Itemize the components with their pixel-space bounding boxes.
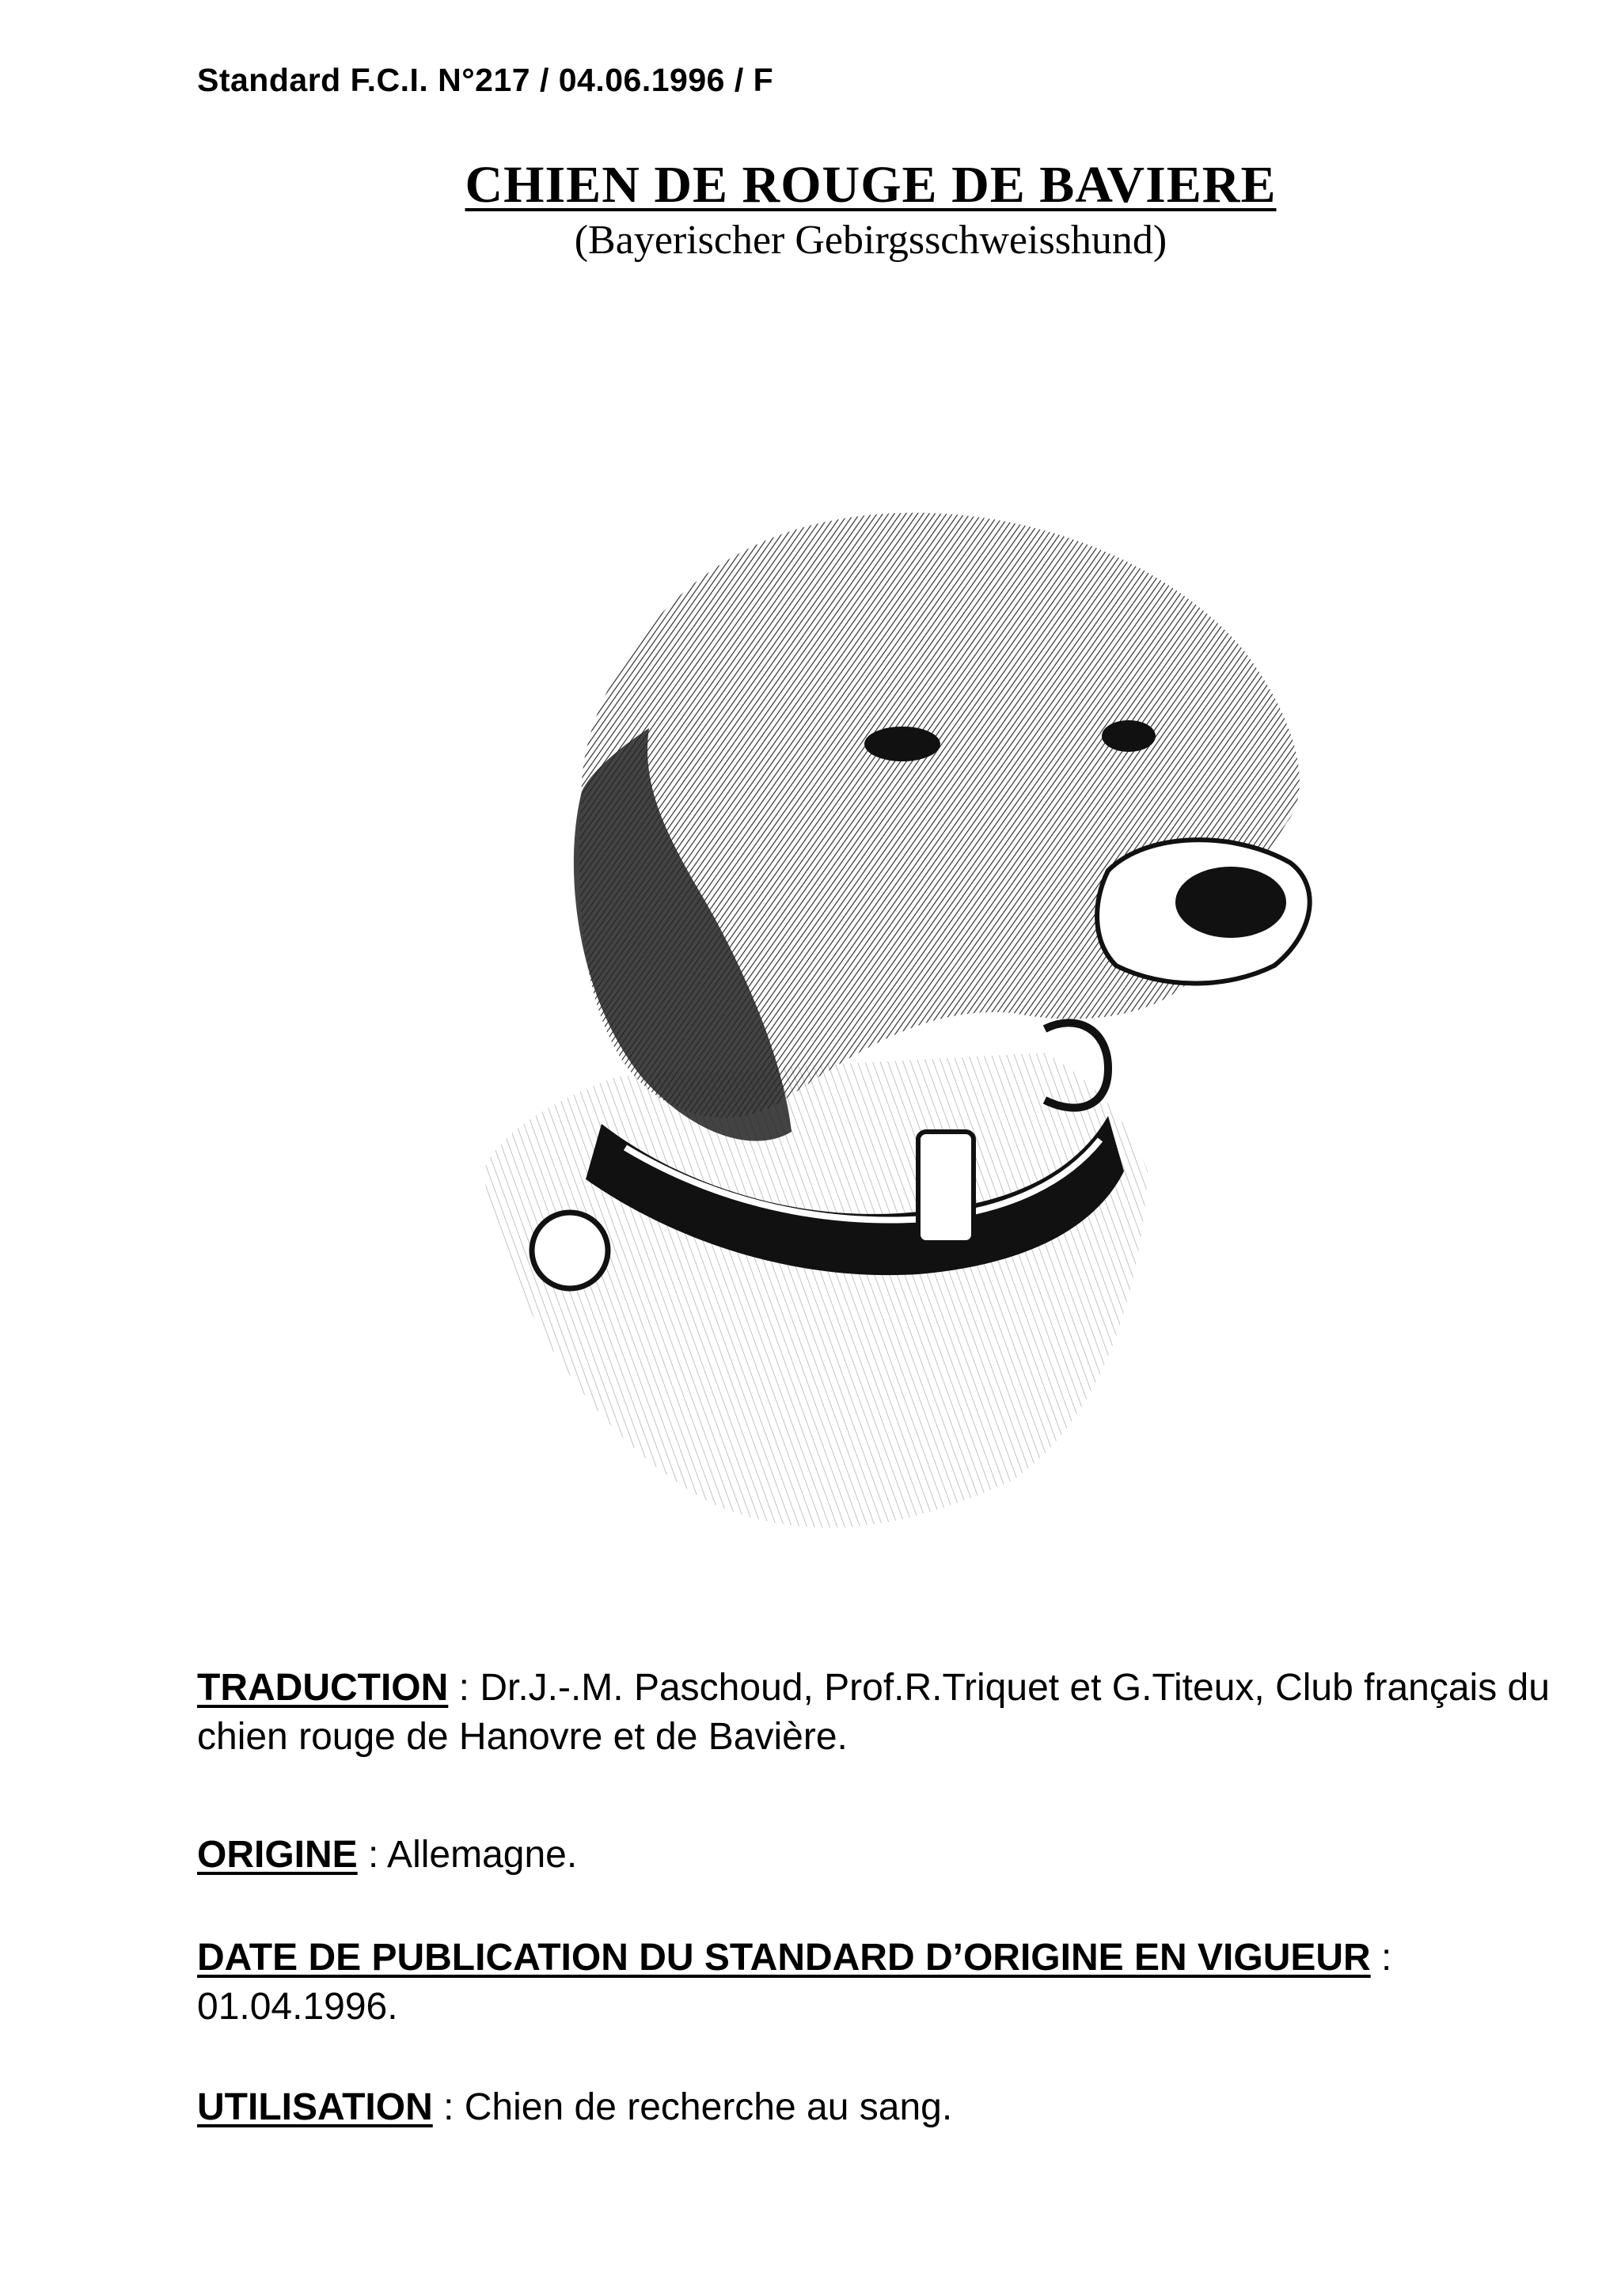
section-origine-separator: :: [357, 1834, 388, 1876]
section-traduction-label: TRADUCTION: [197, 1667, 449, 1709]
dog-head-icon: [412, 317, 1338, 1662]
section-date-publication-label: DATE DE PUBLICATION DU STANDARD D’ORIGINE EN VIGUEUR: [197, 1937, 1371, 1979]
section-date-publication-text: 01.04.1996.: [197, 1986, 398, 2028]
section-origine: [197, 1831, 1582, 1880]
breed-original-name: (Bayerischer Gebirgsschweisshund): [574, 218, 1167, 263]
section-traduction-text: Dr.J.-.M. Paschoud, Prof.R.Triquet et G.Titeux, Club français du chien rouge de Hanovre et de Bavière.: [197, 1667, 1550, 1758]
breed-name-heading: CHIEN DE ROUGE DE BAVIERE: [465, 156, 1277, 214]
section-utilisation-text: Chien de recherche au sang.: [464, 2086, 953, 2128]
section-utilisation: [197, 2083, 1582, 2132]
section-utilisation-label: UTILISATION: [197, 2086, 433, 2128]
section-origine-label: ORIGINE: [197, 1834, 358, 1876]
section-utilisation-separator: :: [432, 2086, 465, 2128]
standard-reference: Standard F.C.I. N°217 / 04.06.1996 / F: [197, 62, 774, 98]
dog-head-illustration: [412, 317, 1338, 1662]
section-date-publication-separator: :: [1370, 1937, 1392, 1979]
section-origine-text: Allemagne.: [387, 1834, 578, 1876]
section-date-publication: [197, 1934, 1582, 2032]
section-traduction-separator: :: [448, 1667, 480, 1709]
section-traduction: [197, 1664, 1582, 1762]
page-title: [0, 155, 1621, 215]
